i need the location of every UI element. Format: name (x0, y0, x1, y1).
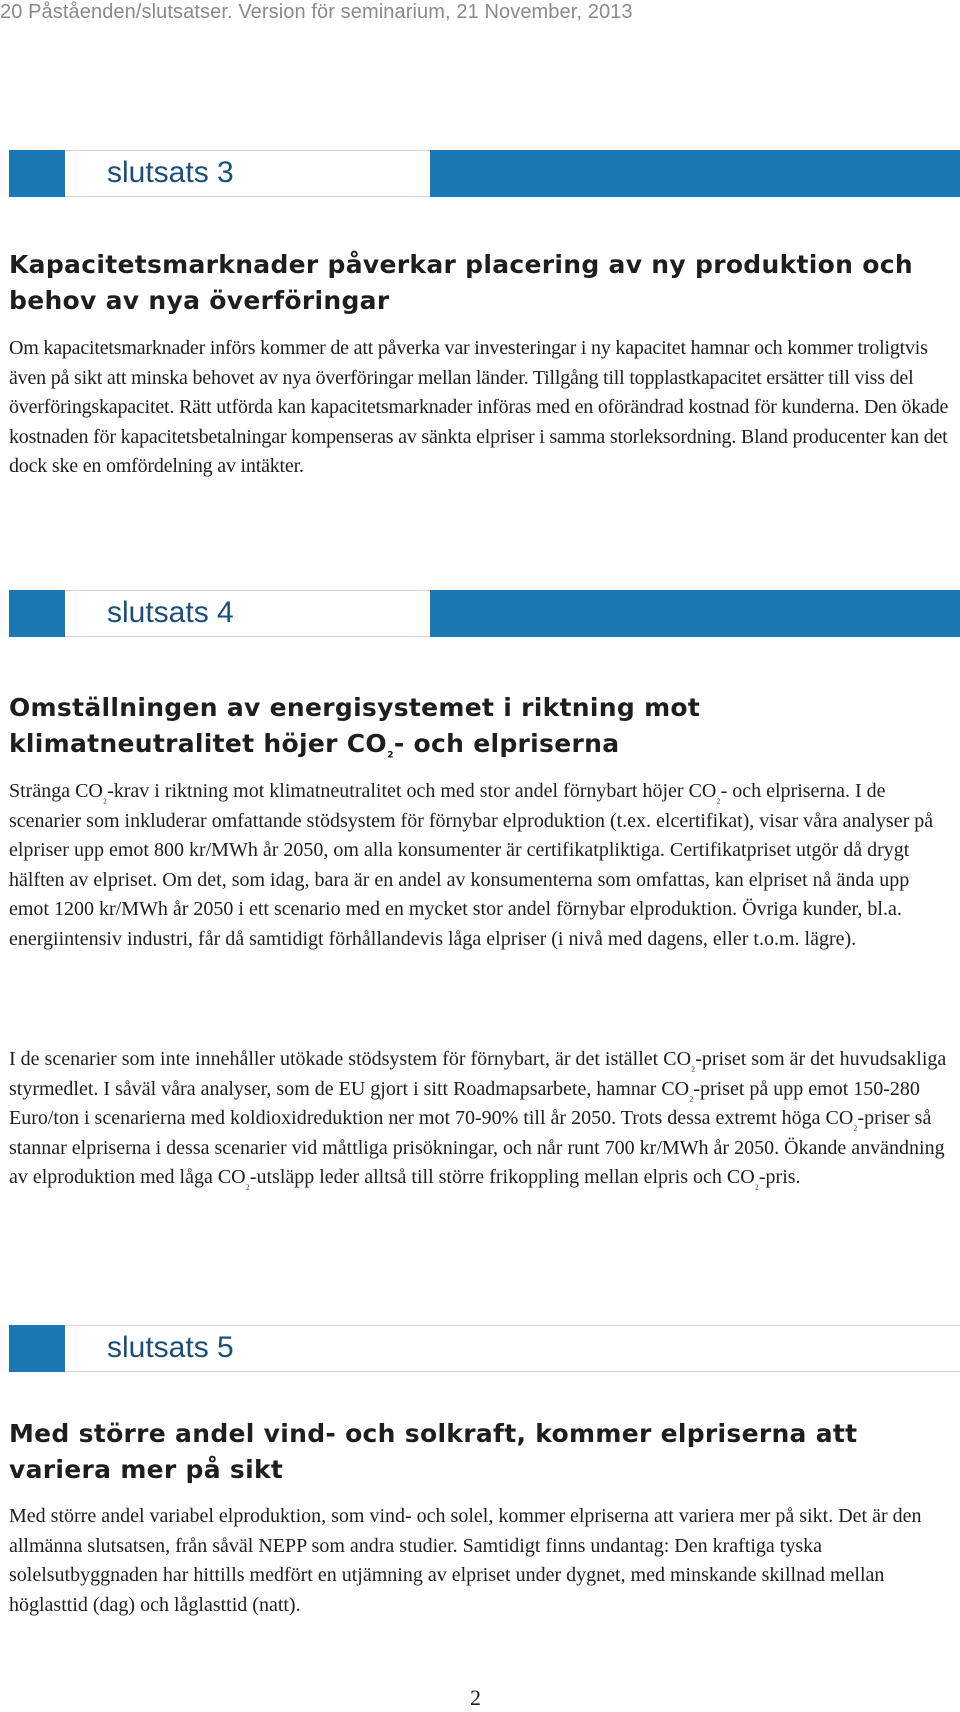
banner-label: slutsats 3 (107, 156, 234, 189)
section-heading-3: Kapacitetsmarknader påverkar placering av ny produktion och behov av nya överföringar (9, 250, 913, 315)
section-body-3: Om kapacitetsmarknader införs kommer de att påverka var investeringar i ny kapacitet hamnar och kommer troligtvis även på sikt att minska behovet av nya överföringar mellan länder. Tillgång till topplastkapacitet ersätter till viss del överföringskapacitet. Rätt utförda kan kapacitetsmarknader införas med en oförändrad kostnad för kunderna. Den ökade kostnaden för kapacitetsbetalningar kompenseras av sänkta elpriser i samma storleksordning. Bland producenter kan det dock ske en omfördelning av intäkter. (9, 337, 949, 478)
section-banner-4 (9, 590, 960, 637)
running-header: 20 Påståenden/slutsatser. Version för seminarium, 21 November, 2013 (0, 1, 633, 23)
banner-accent-bar (430, 590, 960, 637)
banner-accent-square (9, 1325, 65, 1372)
section-body-4-paragraph-1: Stränga $CO_{_2}$-krav i riktning mot klimatneutralitet och med stor andel förnybart höjer $CO_{_2}-$ och elpriserna. I de scenarier som inkluderar omfattande stödsystem för förnybar elproduktion (t.ex. elcertifikat), visar våra analyser på elpriser upp emot 800 kr/MWh år 2050, om alla konsumenter är certifikatpliktiga. Certifikatpriset utgör då drygt hälften av elpriset. Om det, som idag, bara är en andel av konsumenterna som omfattas, kan elpriset nå ända upp emot 1200 kr/MWh år 2050 i ett scenario med en mycket stor andel förnybar elproduktion. Övriga kunder, bl.a. energiintensiv industri, får då samtidigt förhållandevis låga elpriser (i nivå med dagens, eller t.o.m. lägre). (9, 780, 934, 950)
banner-label: slutsats 5 (107, 1331, 234, 1364)
page-number: 2 (470, 1685, 481, 1710)
section-heading-4: Omställningen av energisystemet i riktning mot klimatneutralitet höjer $CO_{_2}-$ och elpriserna (9, 693, 701, 762)
banner-accent-square (9, 590, 65, 637)
section-heading-5: Med större andel vind- och solkraft, kommer elpriserna att variera mer på sikt (9, 1419, 858, 1484)
section-body-5: Med större andel variabel elproduktion, som vind- och solel, kommer elpriserna att variera mer på sikt. Det är den allmänna slutsatsen, från såväl NEPP som andra studier. Samtidigt finns undantag: Den kraftiga tyska solelsutbyggnaden har hittills medfört en utjämning av elpriset under dygnet, med minskande skillnad mellan höglasttid (dag) och låglasttid (natt). (9, 1505, 922, 1616)
banner-label: slutsats 4 (107, 596, 234, 629)
section-body-4-paragraph-2: I de scenarier som inte innehåller utökade stödsystem för förnybart, är det istället $CO_{_2}$-priset som är det huvudsakliga styrmedlet. I såväl våra analyser, som de EU gjort i sitt Roadmapsarbete, hamnar $CO_{_2}$-priset på upp emot 150-280 Euro/ton i scenarierna med koldioxidreduktion ner mot 70-90% till år 2050. Trots dessa extremt höga $CO_{_2}$-priser så stannar elpriserna i dessa scenarier vid måttliga prisökningar, och når runt 700 kr/MWh år 2050. Ökande användning av elproduktion med låga $CO_{_2}$-utsläpp leder alltså till större frikoppling mellan elpris och $CO_{_2}$-pris. (9, 1048, 947, 1191)
banner-accent-square (9, 150, 65, 197)
section-banner-5 (9, 1325, 960, 1372)
section-banner-3 (9, 150, 960, 197)
banner-accent-bar (430, 150, 960, 197)
